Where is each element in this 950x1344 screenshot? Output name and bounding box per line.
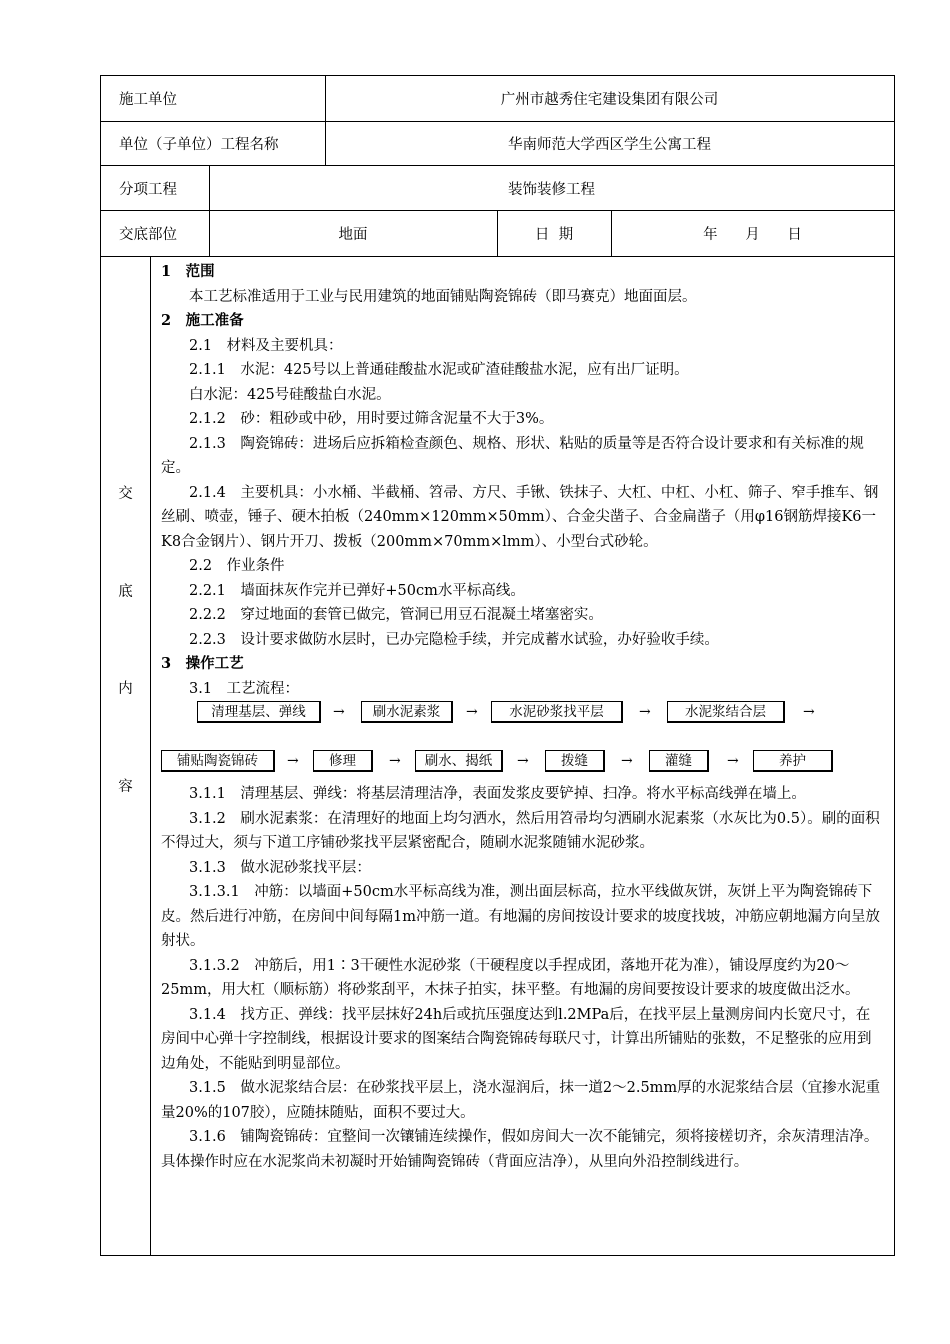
arrow-icon: →: [517, 753, 529, 769]
construction-unit-value: 广州市越秀住宅建设集团有限公司: [500, 92, 719, 108]
paragraph: 3.1.5 做水泥浆结合层：在砂浆找平层上，浇水湿润后，抹一道2～2.5mm厚的水泥浆结合层（宜掺水泥重量20%的107胶），应随抹随贴，面积不要过大。: [161, 1080, 881, 1121]
paragraph: 2.1.4 主要机具：小水桶、半截桶、笤帚、方尺、手锹、铁抹子、大杠、中杠、小杠、筛子、窄手推车、钢丝刷、喷壶，锤子、硬木拍板（240mm×120mm×50mm）、合金尖凿子、合金扁凿子（用φ16钢筋焊接K6一K8合金钢片）、钢片开刀、拨板（200mm×70mm×lmm）、小型台式砂轮。: [161, 484, 879, 550]
section-heading: 2 施工准备: [161, 312, 244, 329]
flow-step-repair: 修理: [313, 750, 373, 772]
side-char-1: 交: [118, 486, 133, 502]
arrow-icon: →: [287, 753, 299, 769]
side-label-column: [101, 257, 151, 1255]
side-char-3: 内: [118, 681, 133, 697]
process-flow-row-1: [161, 701, 884, 750]
paragraph: 2.1 材料及主要机具：: [189, 337, 343, 354]
paragraph: 2.1.1 水泥：425号以上普通硅酸盐水泥或矿渣硅酸盐水泥，应有出厂证明。: [189, 362, 689, 378]
date-label: 日 期: [534, 227, 574, 243]
paragraph: 3.1.4 找方正、弹线：找平层抹好24h后或抗压强度达到l.2MPa后，在找平层上量测房间内长宽尺寸，在房间中心弹十字控制线，根据设计要求的图案结合陶瓷锦砖每联尺寸，计算出所铺贴的张数，不足整张的应用到边角处，不能贴到明显部位。: [161, 1006, 872, 1072]
flow-step-grout: 灌缝: [649, 750, 709, 772]
paragraph: 2.2 作业条件: [189, 558, 285, 574]
project-name-label: 单位（子单位）工程名称: [119, 137, 279, 153]
paragraph: 2.2.3 设计要求做防水层时，已办完隐检手续，并完成蓄水试验，办好验收手续。: [189, 631, 719, 648]
side-char-4: 容: [118, 779, 133, 795]
content-section-1: [161, 260, 884, 701]
row-construction-unit: [101, 76, 894, 122]
row-sub-project: [101, 166, 894, 211]
paragraph: 3.1.2 刷水泥素浆：在清理好的地面上均匀洒水，然后用笤帚均匀洒刷水泥素浆（水灰比为0.5）。刷的面积不得过大，须与下道工序铺砂浆找平层紧密配合，随刷水泥浆随铺水泥砂浆。: [161, 810, 880, 851]
paragraph: 2.1.2 砂：粗砂或中砂，用时要过筛含泥量不大于3%。: [189, 411, 554, 427]
flow-step-cement-paste: 刷水泥素浆: [361, 701, 453, 723]
paragraph: 3.1.3.2 冲筋后，用1∶3干硬性水泥砂浆（干硬程度以手捏成团，落地开花为准），铺设厚度约为20～25mm，用大杠（顺标筋）将砂浆刮平，木抹子拍实，抹平整。有地漏的房间要按设计要求的坡度做出泛水。: [161, 957, 860, 998]
disclosure-form: [100, 75, 895, 1256]
paragraph: 3.1.1 清理基层、弹线：将基层清理洁净，表面发浆皮要铲掉、扫净。将水平标高线弹在墙上。: [189, 786, 806, 802]
content-section-2: [161, 782, 884, 1174]
flow-step-clean-base: 清理基层、弹线: [197, 701, 321, 723]
arrow-icon: →: [333, 704, 345, 720]
row-location: [101, 211, 894, 257]
flow-step-bonding-layer: 水泥浆结合层: [667, 701, 785, 723]
paragraph: 2.2.2 穿过地面的套管已做完，管洞已用豆石混凝土堵塞密实。: [189, 607, 603, 623]
flow-step-leveling-layer: 水泥砂浆找平层: [491, 701, 623, 723]
side-char-2: 底: [118, 584, 133, 600]
section-heading: 3 操作工艺: [161, 655, 244, 672]
section-heading: 1 范围: [161, 263, 215, 280]
location-value: 地面: [338, 227, 368, 243]
arrow-icon: →: [639, 704, 651, 720]
paragraph: 3.1 工艺流程：: [189, 680, 300, 697]
disclosure-content: [151, 257, 894, 1255]
paragraph: 3.1.3 做水泥砂浆找平层：: [189, 859, 371, 876]
flow-step-lay-mosaic: 铺贴陶瓷锦砖: [161, 750, 275, 772]
arrow-icon: →: [389, 753, 401, 769]
sub-project-label: 分项工程: [119, 181, 177, 198]
construction-unit-label: 施工单位: [119, 92, 177, 108]
paragraph: 2.1.3 陶瓷锦砖：进场后应拆箱检查颜色、规格、形状、粘贴的质量等是否符合设计要求和有关标准的规定。: [161, 435, 864, 476]
flow-step-wet-peel: 刷水、揭纸: [415, 750, 503, 772]
arrow-icon: →: [727, 753, 739, 769]
arrow-icon: →: [621, 753, 633, 769]
location-label: 交底部位: [119, 227, 177, 243]
arrow-icon: →: [466, 704, 478, 720]
arrow-icon: →: [803, 704, 815, 720]
process-flow-row-2: [161, 750, 884, 782]
paragraph: 白水泥：425号硅酸盐白水泥。: [189, 386, 391, 403]
paragraph: 3.1.3.1 冲筋：以墙面+50cm水平标高线为准，测出面层标高，拉水平线做灰饼，灰饼上平为陶瓷锦砖下皮。然后进行冲筋，在房间中间每隔1m冲筋一道。有地漏的房间按设计要求的坡度找坡，冲筋应朝地漏方向呈放射状。: [161, 884, 880, 949]
sub-project-value: 装饰装修工程: [508, 181, 595, 198]
paragraph: 2.2.1 墙面抹灰作完并已弹好+50cm水平标高线。: [189, 582, 525, 599]
paragraph: 本工艺标准适用于工业与民用建筑的地面铺贴陶瓷锦砖（即马赛克）地面面层。: [189, 288, 697, 305]
paragraph: 3.1.6 铺陶瓷锦砖：宜整间一次镶铺连续操作，假如房间大一次不能铺完，须将接槎切齐，余灰清理洁净。具体操作时应在水泥浆尚未初凝时开始铺陶瓷锦砖（背面应洁净），从里向外沿控制线进行。: [161, 1129, 879, 1170]
flow-step-curing: 养护: [753, 750, 833, 772]
flow-step-adjust-joints: 拨缝: [545, 750, 605, 772]
date-value: 年 月 日: [703, 227, 802, 243]
row-project-name: [101, 122, 894, 166]
project-name-value: 华南师范大学西区学生公寓工程: [508, 137, 711, 153]
